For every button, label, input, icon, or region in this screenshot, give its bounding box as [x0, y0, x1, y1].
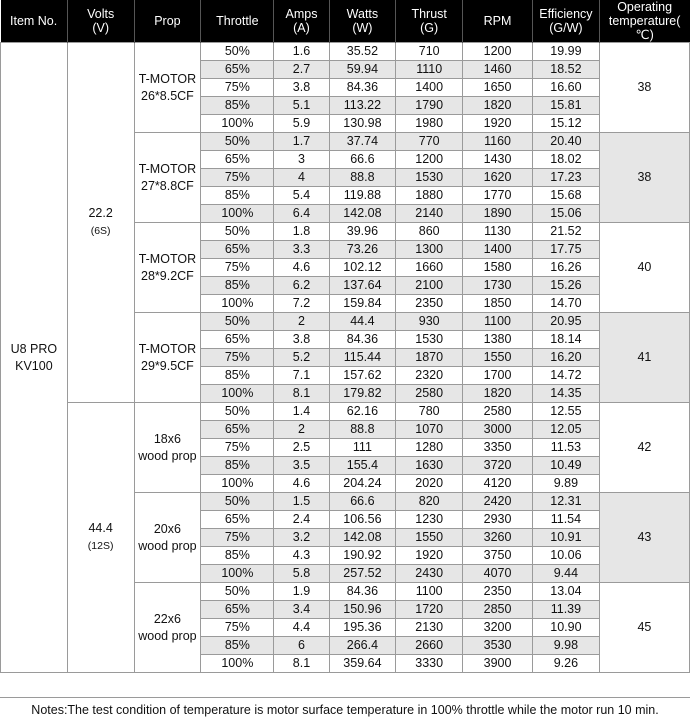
- temperature-cell: 41: [599, 313, 689, 403]
- amps-cell: 4: [274, 169, 329, 187]
- prop-cell: T-MOTOR 26*8.5CF: [134, 43, 201, 133]
- rpm-cell: 2350: [463, 583, 533, 601]
- rpm-cell: 1430: [463, 151, 533, 169]
- watts-cell: 142.08: [329, 529, 396, 547]
- watts-cell: 150.96: [329, 601, 396, 619]
- amps-cell: 3.4: [274, 601, 329, 619]
- watts-cell: 66.6: [329, 151, 396, 169]
- thrust-cell: 1980: [396, 115, 463, 133]
- watts-cell: 157.62: [329, 367, 396, 385]
- throttle-cell: 50%: [201, 223, 274, 241]
- thrust-cell: 770: [396, 133, 463, 151]
- throttle-cell: 85%: [201, 187, 274, 205]
- efficiency-cell: 12.55: [533, 403, 600, 421]
- watts-cell: 84.36: [329, 331, 396, 349]
- thrust-cell: 820: [396, 493, 463, 511]
- amps-cell: 3.8: [274, 79, 329, 97]
- amps-cell: 3.3: [274, 241, 329, 259]
- thrust-cell: 1230: [396, 511, 463, 529]
- efficiency-cell: 20.40: [533, 133, 600, 151]
- amps-cell: 4.3: [274, 547, 329, 565]
- watts-cell: 266.4: [329, 637, 396, 655]
- watts-cell: 115.44: [329, 349, 396, 367]
- thrust-cell: 1720: [396, 601, 463, 619]
- efficiency-cell: 15.26: [533, 277, 600, 295]
- amps-cell: 6.2: [274, 277, 329, 295]
- watts-cell: 195.36: [329, 619, 396, 637]
- thrust-cell: 710: [396, 43, 463, 61]
- throttle-cell: 65%: [201, 421, 274, 439]
- thrust-cell: 1870: [396, 349, 463, 367]
- thrust-cell: 1100: [396, 583, 463, 601]
- rpm-cell: 2420: [463, 493, 533, 511]
- efficiency-cell: 19.99: [533, 43, 600, 61]
- rpm-cell: 1100: [463, 313, 533, 331]
- rpm-cell: 1400: [463, 241, 533, 259]
- thrust-cell: 1880: [396, 187, 463, 205]
- thrust-cell: 3330: [396, 655, 463, 673]
- rpm-cell: 1130: [463, 223, 533, 241]
- prop-cell: 22x6 wood prop: [134, 583, 201, 673]
- thrust-cell: 2660: [396, 637, 463, 655]
- header-throttle: Throttle: [201, 0, 274, 43]
- amps-cell: 4.6: [274, 259, 329, 277]
- efficiency-cell: 10.91: [533, 529, 600, 547]
- throttle-cell: 50%: [201, 43, 274, 61]
- amps-cell: 6: [274, 637, 329, 655]
- efficiency-cell: 14.70: [533, 295, 600, 313]
- rpm-cell: 3720: [463, 457, 533, 475]
- thrust-cell: 1200: [396, 151, 463, 169]
- prop-cell: 18x6 wood prop: [134, 403, 201, 493]
- throttle-cell: 75%: [201, 529, 274, 547]
- amps-cell: 2.5: [274, 439, 329, 457]
- throttle-cell: 65%: [201, 61, 274, 79]
- throttle-cell: 65%: [201, 601, 274, 619]
- rpm-cell: 3900: [463, 655, 533, 673]
- throttle-cell: 50%: [201, 313, 274, 331]
- amps-cell: 5.9: [274, 115, 329, 133]
- efficiency-cell: 9.89: [533, 475, 600, 493]
- header-thrust: Thrust (G): [396, 0, 463, 43]
- thrust-cell: 1070: [396, 421, 463, 439]
- header-efficiency: Efficiency (G/W): [533, 0, 600, 43]
- thrust-cell: 2130: [396, 619, 463, 637]
- thrust-cell: 1400: [396, 79, 463, 97]
- thrust-cell: 1110: [396, 61, 463, 79]
- rpm-cell: 4070: [463, 565, 533, 583]
- efficiency-cell: 20.95: [533, 313, 600, 331]
- efficiency-cell: 9.26: [533, 655, 600, 673]
- rpm-cell: 3750: [463, 547, 533, 565]
- efficiency-cell: 18.02: [533, 151, 600, 169]
- watts-cell: 130.98: [329, 115, 396, 133]
- watts-cell: 84.36: [329, 583, 396, 601]
- watts-cell: 37.74: [329, 133, 396, 151]
- watts-cell: 257.52: [329, 565, 396, 583]
- throttle-cell: 85%: [201, 97, 274, 115]
- rpm-cell: 1890: [463, 205, 533, 223]
- rpm-cell: 1200: [463, 43, 533, 61]
- watts-cell: 66.6: [329, 493, 396, 511]
- amps-cell: 8.1: [274, 655, 329, 673]
- efficiency-cell: 10.90: [533, 619, 600, 637]
- thrust-cell: 2020: [396, 475, 463, 493]
- watts-cell: 44.4: [329, 313, 396, 331]
- watts-cell: 84.36: [329, 79, 396, 97]
- efficiency-cell: 16.26: [533, 259, 600, 277]
- throttle-cell: 85%: [201, 637, 274, 655]
- rpm-cell: 1820: [463, 97, 533, 115]
- amps-cell: 2: [274, 313, 329, 331]
- watts-cell: 111: [329, 439, 396, 457]
- amps-cell: 8.1: [274, 385, 329, 403]
- watts-cell: 35.52: [329, 43, 396, 61]
- table-row: [1, 43, 690, 61]
- rpm-cell: 1160: [463, 133, 533, 151]
- thrust-cell: 2100: [396, 277, 463, 295]
- prop-cell: T-MOTOR 29*9.5CF: [134, 313, 201, 403]
- thrust-cell: 1530: [396, 169, 463, 187]
- rpm-cell: 2850: [463, 601, 533, 619]
- header-watts: Watts (W): [329, 0, 396, 43]
- efficiency-cell: 18.52: [533, 61, 600, 79]
- rpm-cell: 1460: [463, 61, 533, 79]
- amps-cell: 5.2: [274, 349, 329, 367]
- rpm-cell: 1550: [463, 349, 533, 367]
- throttle-cell: 75%: [201, 259, 274, 277]
- efficiency-cell: 10.49: [533, 457, 600, 475]
- prop-cell: T-MOTOR 27*8.8CF: [134, 133, 201, 223]
- amps-cell: 2.7: [274, 61, 329, 79]
- throttle-cell: 100%: [201, 385, 274, 403]
- watts-cell: 113.22: [329, 97, 396, 115]
- throttle-cell: 100%: [201, 295, 274, 313]
- temperature-cell: 42: [599, 403, 689, 493]
- header-amps: Amps (A): [274, 0, 329, 43]
- amps-cell: 1.5: [274, 493, 329, 511]
- efficiency-cell: 21.52: [533, 223, 600, 241]
- watts-cell: 179.82: [329, 385, 396, 403]
- thrust-cell: 1530: [396, 331, 463, 349]
- thrust-cell: 1920: [396, 547, 463, 565]
- throttle-cell: 75%: [201, 169, 274, 187]
- rpm-cell: 1920: [463, 115, 533, 133]
- thrust-cell: 1790: [396, 97, 463, 115]
- throttle-cell: 75%: [201, 439, 274, 457]
- rpm-cell: 1730: [463, 277, 533, 295]
- watts-cell: 359.64: [329, 655, 396, 673]
- amps-cell: 5.8: [274, 565, 329, 583]
- thrust-cell: 1280: [396, 439, 463, 457]
- rpm-cell: 1380: [463, 331, 533, 349]
- efficiency-cell: 17.75: [533, 241, 600, 259]
- rpm-cell: 3530: [463, 637, 533, 655]
- amps-cell: 4.6: [274, 475, 329, 493]
- throttle-cell: 100%: [201, 475, 274, 493]
- header-temperature: Operating temperature( ℃): [599, 0, 689, 43]
- rpm-cell: 1770: [463, 187, 533, 205]
- amps-cell: 6.4: [274, 205, 329, 223]
- efficiency-cell: 15.68: [533, 187, 600, 205]
- efficiency-cell: 17.23: [533, 169, 600, 187]
- thrust-cell: 1630: [396, 457, 463, 475]
- throttle-cell: 85%: [201, 457, 274, 475]
- rpm-cell: 3200: [463, 619, 533, 637]
- amps-cell: 5.4: [274, 187, 329, 205]
- efficiency-cell: 13.04: [533, 583, 600, 601]
- thrust-cell: 860: [396, 223, 463, 241]
- prop-cell: T-MOTOR 28*9.2CF: [134, 223, 201, 313]
- efficiency-cell: 12.05: [533, 421, 600, 439]
- amps-cell: 2.4: [274, 511, 329, 529]
- header-prop: Prop: [134, 0, 201, 43]
- temperature-cell: 45: [599, 583, 689, 673]
- efficiency-cell: 16.60: [533, 79, 600, 97]
- amps-cell: 4.4: [274, 619, 329, 637]
- throttle-cell: 65%: [201, 241, 274, 259]
- header-row: [1, 0, 690, 43]
- footnote: Notes:The test condition of temperature is motor surface temperature in 100% throttle while the motor run 10 min.: [0, 697, 690, 724]
- efficiency-cell: 9.98: [533, 637, 600, 655]
- thrust-cell: 930: [396, 313, 463, 331]
- throttle-cell: 75%: [201, 349, 274, 367]
- throttle-cell: 100%: [201, 115, 274, 133]
- amps-cell: 3.2: [274, 529, 329, 547]
- efficiency-cell: 12.31: [533, 493, 600, 511]
- throttle-cell: 100%: [201, 205, 274, 223]
- amps-cell: 7.1: [274, 367, 329, 385]
- watts-cell: 39.96: [329, 223, 396, 241]
- rpm-cell: 1700: [463, 367, 533, 385]
- voltage-cell: 22.2 (6S): [67, 43, 134, 403]
- watts-cell: 142.08: [329, 205, 396, 223]
- efficiency-cell: 11.53: [533, 439, 600, 457]
- rpm-cell: 2580: [463, 403, 533, 421]
- throttle-cell: 50%: [201, 403, 274, 421]
- thrust-cell: 2140: [396, 205, 463, 223]
- efficiency-cell: 14.35: [533, 385, 600, 403]
- amps-cell: 1.9: [274, 583, 329, 601]
- rpm-cell: 1850: [463, 295, 533, 313]
- throttle-cell: 100%: [201, 655, 274, 673]
- thrust-cell: 1300: [396, 241, 463, 259]
- efficiency-cell: 11.54: [533, 511, 600, 529]
- amps-cell: 1.7: [274, 133, 329, 151]
- thrust-cell: 780: [396, 403, 463, 421]
- temperature-cell: 38: [599, 133, 689, 223]
- efficiency-cell: 11.39: [533, 601, 600, 619]
- temperature-cell: 40: [599, 223, 689, 313]
- throttle-cell: 75%: [201, 619, 274, 637]
- throttle-cell: 100%: [201, 565, 274, 583]
- watts-cell: 119.88: [329, 187, 396, 205]
- thrust-cell: 2430: [396, 565, 463, 583]
- thrust-cell: 2580: [396, 385, 463, 403]
- rpm-cell: 2930: [463, 511, 533, 529]
- temperature-cell: 38: [599, 43, 689, 133]
- throttle-cell: 75%: [201, 79, 274, 97]
- watts-cell: 62.16: [329, 403, 396, 421]
- rpm-cell: 3000: [463, 421, 533, 439]
- rpm-cell: 3350: [463, 439, 533, 457]
- voltage-cell: 44.4 (12S): [67, 403, 134, 673]
- watts-cell: 204.24: [329, 475, 396, 493]
- table-row: [1, 403, 690, 421]
- efficiency-cell: 9.44: [533, 565, 600, 583]
- header-volts: Volts (V): [67, 0, 134, 43]
- throttle-cell: 50%: [201, 133, 274, 151]
- amps-cell: 2: [274, 421, 329, 439]
- throttle-cell: 85%: [201, 367, 274, 385]
- throttle-cell: 50%: [201, 583, 274, 601]
- watts-cell: 106.56: [329, 511, 396, 529]
- rpm-cell: 1820: [463, 385, 533, 403]
- amps-cell: 3: [274, 151, 329, 169]
- amps-cell: 3.5: [274, 457, 329, 475]
- rpm-cell: 3260: [463, 529, 533, 547]
- amps-cell: 1.4: [274, 403, 329, 421]
- throttle-cell: 85%: [201, 277, 274, 295]
- rpm-cell: 4120: [463, 475, 533, 493]
- watts-cell: 102.12: [329, 259, 396, 277]
- efficiency-cell: 16.20: [533, 349, 600, 367]
- rpm-cell: 1620: [463, 169, 533, 187]
- efficiency-cell: 18.14: [533, 331, 600, 349]
- amps-cell: 3.8: [274, 331, 329, 349]
- throttle-cell: 65%: [201, 331, 274, 349]
- efficiency-cell: 15.81: [533, 97, 600, 115]
- amps-cell: 5.1: [274, 97, 329, 115]
- rpm-cell: 1580: [463, 259, 533, 277]
- throttle-cell: 65%: [201, 511, 274, 529]
- efficiency-cell: 14.72: [533, 367, 600, 385]
- watts-cell: 159.84: [329, 295, 396, 313]
- header-rpm: RPM: [463, 0, 533, 43]
- efficiency-cell: 15.12: [533, 115, 600, 133]
- thrust-cell: 2320: [396, 367, 463, 385]
- throttle-cell: 65%: [201, 151, 274, 169]
- item-no-cell: U8 PRO KV100: [1, 43, 68, 673]
- header-item-no: Item No.: [1, 0, 68, 43]
- throttle-cell: 85%: [201, 547, 274, 565]
- watts-cell: 190.92: [329, 547, 396, 565]
- efficiency-cell: 15.06: [533, 205, 600, 223]
- watts-cell: 155.4: [329, 457, 396, 475]
- amps-cell: 1.8: [274, 223, 329, 241]
- amps-cell: 7.2: [274, 295, 329, 313]
- thrust-cell: 1550: [396, 529, 463, 547]
- throttle-cell: 50%: [201, 493, 274, 511]
- watts-cell: 137.64: [329, 277, 396, 295]
- watts-cell: 73.26: [329, 241, 396, 259]
- prop-cell: 20x6 wood prop: [134, 493, 201, 583]
- thrust-cell: 1660: [396, 259, 463, 277]
- watts-cell: 88.8: [329, 169, 396, 187]
- rpm-cell: 1650: [463, 79, 533, 97]
- amps-cell: 1.6: [274, 43, 329, 61]
- thrust-cell: 2350: [396, 295, 463, 313]
- watts-cell: 88.8: [329, 421, 396, 439]
- temperature-cell: 43: [599, 493, 689, 583]
- efficiency-cell: 10.06: [533, 547, 600, 565]
- watts-cell: 59.94: [329, 61, 396, 79]
